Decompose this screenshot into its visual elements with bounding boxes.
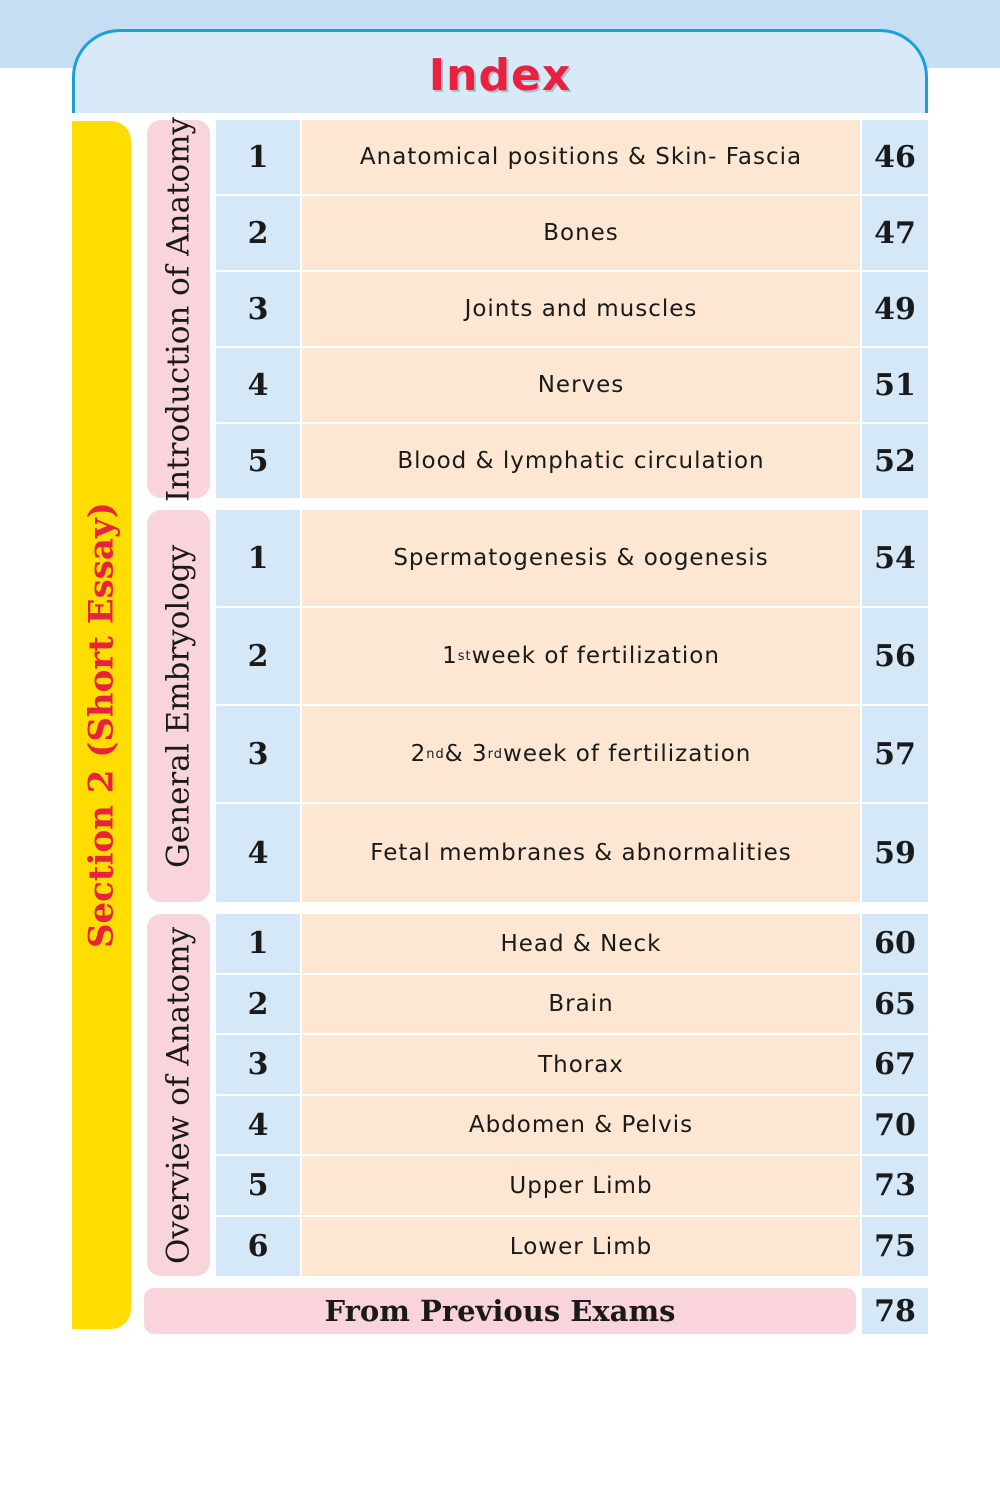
ordinal-suffix: nd	[426, 746, 445, 762]
row-topic: Thorax	[302, 1035, 860, 1096]
row-number: 4	[216, 804, 300, 902]
table-row[interactable]	[216, 1156, 928, 1217]
row-topic: Fetal membranes & abnormalities	[302, 804, 860, 902]
row-number: 3	[216, 272, 300, 348]
row-topic: Bones	[302, 196, 860, 272]
ordinal-suffix: st	[457, 648, 472, 664]
table-row[interactable]	[216, 1217, 928, 1276]
row-page: 70	[862, 1096, 928, 1156]
table-row[interactable]	[216, 706, 928, 804]
row-page: 46	[862, 120, 928, 196]
table-row[interactable]	[216, 914, 928, 975]
row-topic: Spermatogenesis & oogenesis	[302, 510, 860, 608]
row-page: 49	[862, 272, 928, 348]
group-label-overview: Overview of Anatomy	[160, 926, 197, 1264]
table-row[interactable]	[216, 1035, 928, 1096]
table-row[interactable]	[216, 120, 928, 196]
row-page: 57	[862, 706, 928, 804]
section-label: Section 2 (Short Essay)	[81, 502, 122, 948]
row-number: 2	[216, 196, 300, 272]
row-topic: Brain	[302, 975, 860, 1035]
row-number: 1	[216, 914, 300, 975]
row-number: 3	[216, 1035, 300, 1096]
row-topic: Nerves	[302, 348, 860, 424]
row-topic: Upper Limb	[302, 1156, 860, 1217]
row-topic: Blood & lymphatic circulation	[302, 424, 860, 498]
topic-part: 2	[410, 741, 427, 767]
ordinal-suffix: rd	[487, 746, 504, 762]
row-number: 2	[216, 975, 300, 1035]
topic-part: week of fertilization	[503, 741, 752, 767]
group-label-embryology: General Embryology	[160, 544, 197, 868]
table-row[interactable]	[216, 348, 928, 424]
row-number: 5	[216, 424, 300, 498]
row-page: 59	[862, 804, 928, 902]
group-label-introduction: Introduction of Anatomy	[160, 116, 197, 502]
topic-part: week of fertilization	[471, 643, 720, 669]
row-number: 1	[216, 120, 300, 196]
row-topic	[302, 608, 860, 706]
table-row[interactable]	[216, 608, 928, 706]
previous-exams-page: 78	[862, 1288, 928, 1334]
row-page: 73	[862, 1156, 928, 1217]
row-page: 52	[862, 424, 928, 498]
row-page: 75	[862, 1217, 928, 1276]
table-row[interactable]	[216, 196, 928, 272]
topic-part: & 3	[444, 741, 488, 767]
table-row[interactable]	[216, 975, 928, 1035]
row-number: 2	[216, 608, 300, 706]
row-number: 4	[216, 348, 300, 424]
row-page: 56	[862, 608, 928, 706]
topic-part: 1	[442, 643, 458, 669]
row-number: 5	[216, 1156, 300, 1217]
row-page: 65	[862, 975, 928, 1035]
table-row[interactable]	[216, 272, 928, 348]
row-topic: Head & Neck	[302, 914, 860, 975]
row-number: 1	[216, 510, 300, 608]
row-number: 6	[216, 1217, 300, 1276]
row-topic: Anatomical positions & Skin- Fascia	[302, 120, 860, 196]
table-row[interactable]	[216, 424, 928, 498]
row-topic	[302, 706, 860, 804]
row-topic: Joints and muscles	[302, 272, 860, 348]
row-number: 3	[216, 706, 300, 804]
row-topic: Lower Limb	[302, 1217, 860, 1276]
table-row[interactable]	[216, 804, 928, 902]
row-page: 51	[862, 348, 928, 424]
row-page: 47	[862, 196, 928, 272]
row-page: 54	[862, 510, 928, 608]
page-title: Index	[428, 50, 572, 101]
row-page: 60	[862, 914, 928, 975]
previous-exams-row[interactable]: From Previous Exams	[144, 1288, 856, 1334]
table-row[interactable]	[216, 1096, 928, 1156]
row-page: 67	[862, 1035, 928, 1096]
row-number: 4	[216, 1096, 300, 1156]
row-topic: Abdomen & Pelvis	[302, 1096, 860, 1156]
table-row[interactable]	[216, 510, 928, 608]
